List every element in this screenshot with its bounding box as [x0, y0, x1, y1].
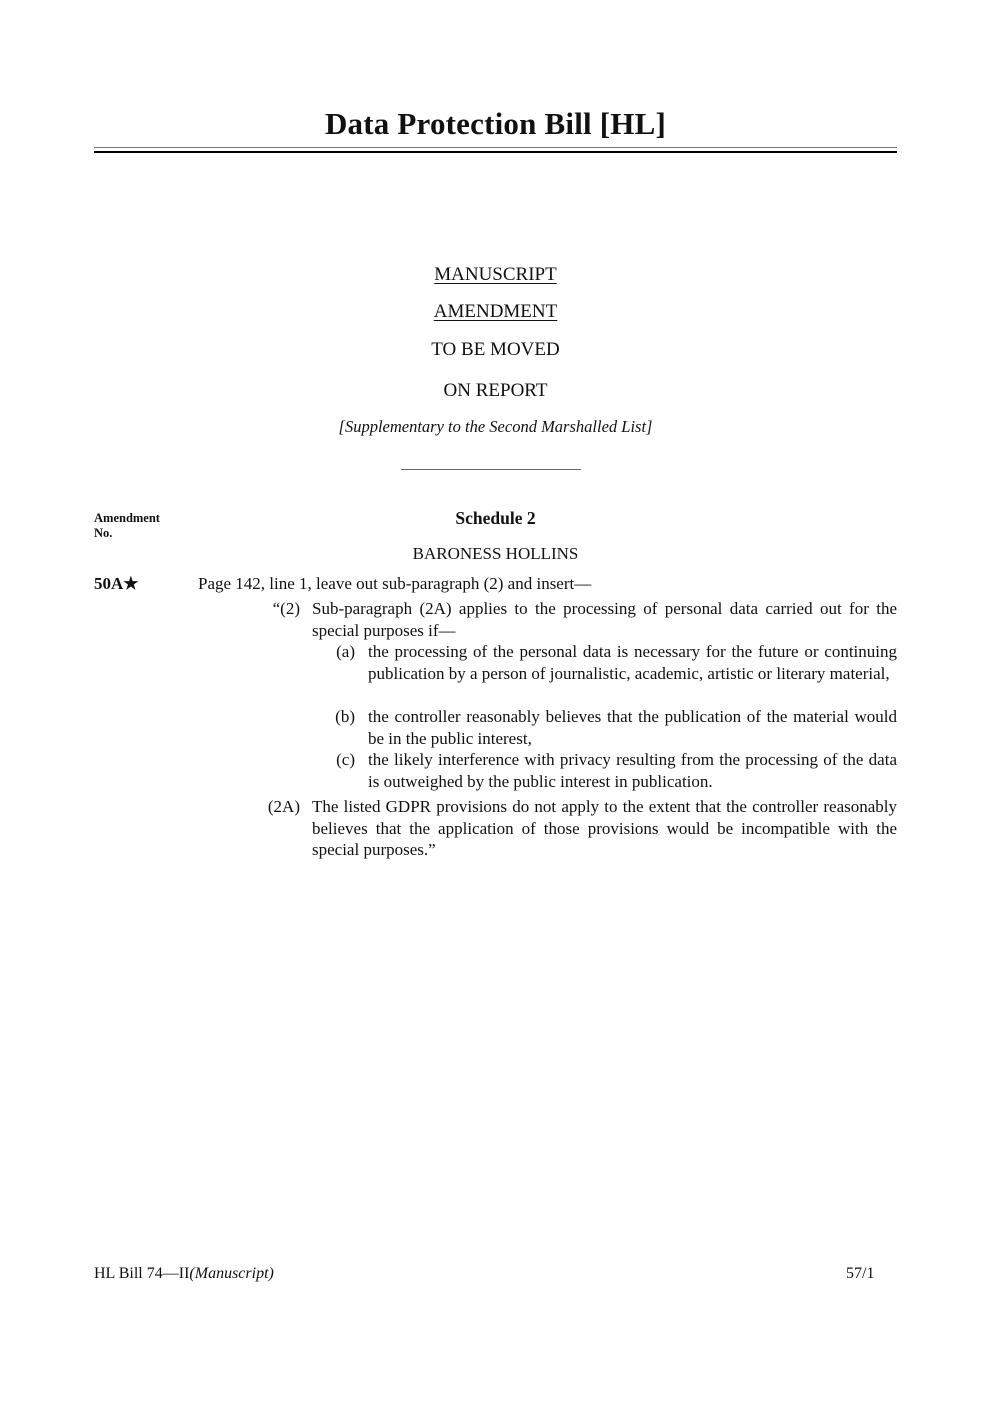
supplementary-note: [Supplementary to the Second Marshalled List] — [338, 417, 653, 436]
subparagraph-2a-number: (2A) — [267, 797, 300, 816]
title-rule-thin — [94, 147, 897, 148]
heading-manuscript — [94, 264, 897, 286]
footer-bill-ref: HL Bill 74—II — [94, 1265, 190, 1282]
heading-to-be-moved: TO BE MOVED — [431, 339, 560, 360]
footer-bill-reference — [94, 1265, 274, 1283]
item-a-number: (a) — [336, 642, 355, 661]
amendment-instruction: Page 142, line 1, leave out sub-paragraph (2) and insert— — [198, 574, 592, 593]
title-rule-thick — [94, 151, 897, 153]
amendment-label-line2: No. — [94, 526, 113, 540]
item-b — [0, 706, 991, 750]
heading-manuscript-text: MANUSCRIPT — [434, 264, 557, 285]
subparagraph-2-number: “(2) — [272, 599, 300, 618]
footer-page-reference: 57/1 — [846, 1265, 875, 1282]
subparagraph-2a — [0, 796, 991, 862]
member-name: BARONESS HOLLINS — [412, 544, 579, 563]
item-b-number: (b) — [335, 707, 355, 726]
item-c-text: the likely interference with privacy resulting from the processing of the data is outweighed by the public interest in publication. — [368, 750, 897, 791]
item-c — [0, 749, 991, 793]
item-a — [0, 641, 991, 707]
item-a-text: the processing of the personal data is necessary for the future or continuing publication by a person of journalistic, academic, artistic or literary material, — [368, 642, 897, 683]
schedule-heading: Schedule 2 — [455, 508, 536, 528]
item-b-text: the controller reasonably believes that the publication of the material would be in the public interest, — [368, 707, 897, 748]
heading-amendment-text: AMENDMENT — [433, 301, 558, 322]
amendment-number: 50A★ — [94, 574, 139, 593]
footer-bill-ref-suffix: (Manuscript) — [189, 1265, 274, 1282]
subparagraph-2a-text: The listed GDPR provisions do not apply to the extent that the controller reasonably believes that the application of those provisions would be incompatible with the special purposes.” — [312, 797, 897, 859]
heading-amendment — [94, 301, 897, 323]
subparagraph-2-text: Sub-paragraph (2A) applies to the processing of personal data carried out for the special purposes if— — [312, 599, 897, 640]
amendment-label-line1: Amendment — [94, 511, 160, 525]
heading-on-report: ON REPORT — [443, 380, 548, 401]
subparagraph-2 — [0, 598, 991, 642]
page-title: Data Protection Bill [HL] — [324, 106, 667, 141]
separator-rule — [401, 469, 581, 470]
item-c-number: (c) — [336, 750, 355, 769]
